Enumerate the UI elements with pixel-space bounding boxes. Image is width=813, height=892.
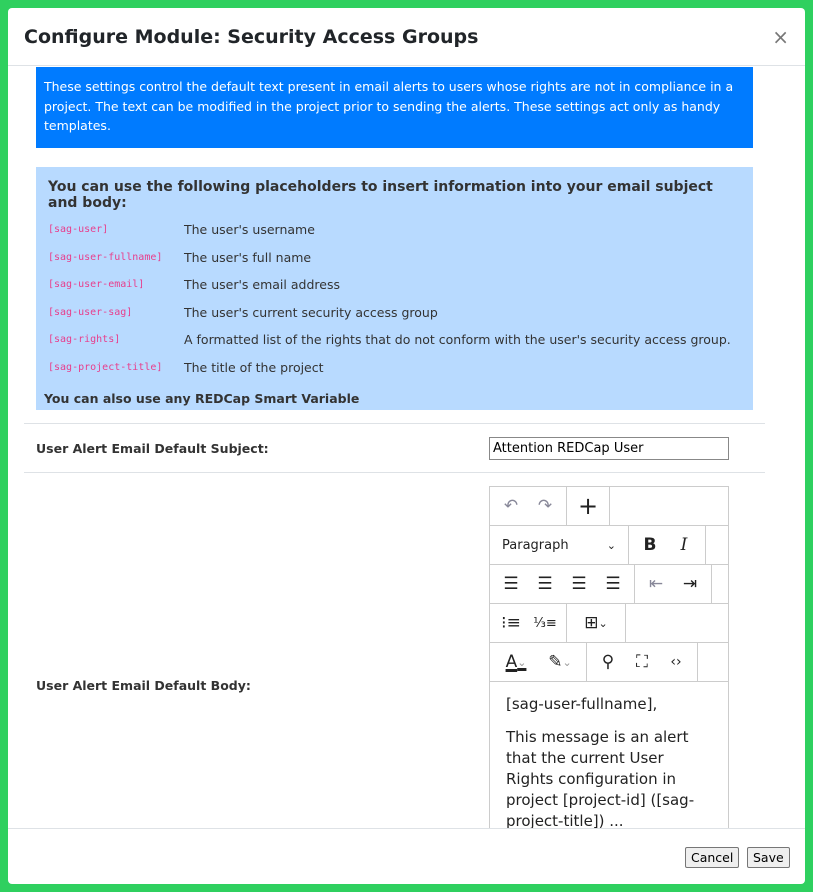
divider xyxy=(24,423,765,424)
dialog-footer xyxy=(8,828,805,884)
subject-label: User Alert Email Default Subject: xyxy=(36,441,269,456)
cancel-button[interactable]: Cancel xyxy=(685,847,739,868)
placeholder-desc: The user's username xyxy=(184,222,315,238)
body-label: User Alert Email Default Body: xyxy=(36,678,251,693)
placeholders-heading: You can use the following placeholders to insert information into your email subject and body: xyxy=(48,179,713,211)
undo-icon[interactable]: ↶ xyxy=(503,496,519,516)
insert-plus-icon[interactable]: + xyxy=(577,492,599,520)
dialog-body[interactable] xyxy=(8,67,805,829)
save-button[interactable]: Save xyxy=(747,847,790,868)
info-alert: These settings control the default text present in email alerts to users whose rights are not in compliance in a project. The text can be modified in the project prior to sending the alerts. These settings act only as handy templates. xyxy=(36,67,753,148)
editor-paragraph: This message is an alert that the current User Rights configuration in project [project-id] ([sag-project-title]) ... xyxy=(506,728,695,829)
source-code-icon[interactable]: ‹› xyxy=(670,654,682,670)
placeholder-code: [sag-user-fullname] xyxy=(48,251,163,263)
table-icon[interactable]: ⊞ ⌄ xyxy=(584,613,608,633)
align-justify-icon[interactable]: ☰ xyxy=(605,574,621,594)
align-right-icon[interactable]: ☰ xyxy=(571,574,587,594)
fullscreen-icon[interactable]: ⛶ xyxy=(636,652,648,672)
placeholders-footer: You can also use any REDCap Smart Variable xyxy=(44,391,360,406)
placeholder-desc: The title of the project xyxy=(184,359,324,375)
placeholder-row xyxy=(48,216,731,244)
search-icon[interactable]: ⚲ xyxy=(601,652,615,672)
editor-content[interactable] xyxy=(490,682,728,829)
placeholder-code: [sag-user-sag] xyxy=(48,306,133,318)
body-rich-text-editor xyxy=(489,486,729,829)
text-color-icon[interactable]: A ⌄ xyxy=(505,652,527,672)
placeholder-code: [sag-project-title] xyxy=(48,361,163,373)
configure-module-dialog xyxy=(8,8,805,884)
placeholder-row xyxy=(48,299,731,327)
placeholder-row xyxy=(48,354,731,382)
dialog-title: Configure Module: Security Access Groups xyxy=(24,25,479,48)
placeholder-row xyxy=(48,244,731,272)
outdent-icon[interactable]: ⇤ xyxy=(648,574,664,594)
placeholder-desc: The user's current security access group xyxy=(184,304,438,320)
subject-input[interactable] xyxy=(489,437,729,460)
numbered-list-icon[interactable]: ⅓≡ xyxy=(533,615,557,631)
divider xyxy=(24,472,765,473)
bullet-list-icon[interactable]: ⁝≡ xyxy=(501,613,521,633)
indent-icon[interactable]: ⇥ xyxy=(682,574,698,594)
block-format-value: Paragraph xyxy=(502,537,569,553)
placeholder-desc: A formatted list of the rights that do not conform with the user's security access group. xyxy=(184,332,731,348)
editor-paragraph: [sag-user-fullname], xyxy=(506,695,658,713)
chevron-down-icon: ⌄ xyxy=(606,538,616,552)
placeholder-row xyxy=(48,271,731,299)
placeholder-code: [sag-user] xyxy=(48,224,109,236)
dialog-header xyxy=(8,8,805,66)
align-center-icon[interactable]: ☰ xyxy=(537,574,553,594)
highlight-color-icon[interactable]: ✎ ⌄ xyxy=(548,652,572,672)
placeholder-code: [sag-user-email] xyxy=(48,279,145,291)
align-left-icon[interactable]: ☰ xyxy=(503,574,519,594)
bold-icon[interactable]: B xyxy=(643,535,657,555)
placeholder-code: [sag-rights] xyxy=(48,334,121,346)
redo-icon[interactable]: ↷ xyxy=(537,496,553,516)
placeholders-box xyxy=(36,167,753,410)
block-format-select[interactable] xyxy=(494,528,624,562)
placeholder-desc: The user's full name xyxy=(184,249,312,265)
placeholder-desc: The user's email address xyxy=(184,277,340,293)
placeholder-row xyxy=(48,326,731,354)
close-icon[interactable]: × xyxy=(772,24,789,49)
italic-icon[interactable]: I xyxy=(680,535,688,555)
